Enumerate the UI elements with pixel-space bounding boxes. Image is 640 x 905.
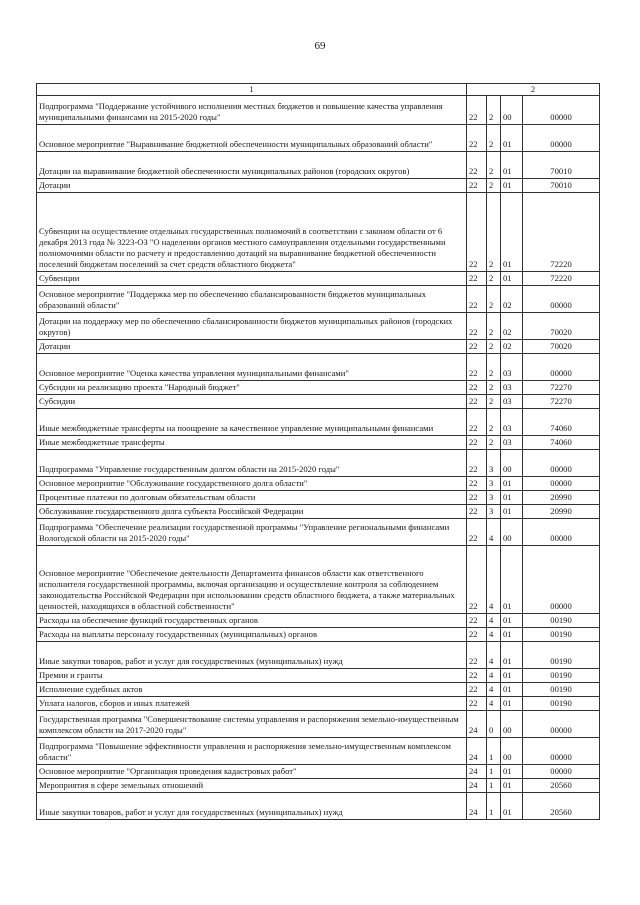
row-code-c-cell: 03 [501,436,523,450]
row-code-a-cell: 22 [467,546,487,614]
row-code-b-cell: 4 [487,519,501,546]
row-code-d-cell: 00190 [523,628,600,642]
row-code-b-cell: 3 [487,477,501,491]
row-code-c-cell: 01 [501,697,523,711]
row-code-c-cell: 03 [501,381,523,395]
row-code-a-cell: 22 [467,505,487,519]
table-row [37,738,600,765]
row-name-cell: Дотации [37,179,467,193]
row-code-b-cell: 4 [487,683,501,697]
row-code-b-cell: 2 [487,272,501,286]
row-code-c-cell: 01 [501,193,523,272]
row-code-d-cell: 70010 [523,179,600,193]
row-code-c-cell: 01 [501,779,523,793]
row-code-c-cell: 00 [501,519,523,546]
row-name-cell: Дотации на выравнивание бюджетной обеспеченности муниципальных районов (городских округов) [37,152,467,179]
table-row [37,642,600,669]
row-code-c-cell: 02 [501,340,523,354]
row-code-d-cell: 72270 [523,395,600,409]
row-code-d-cell: 00000 [523,96,600,125]
row-code-c-cell: 00 [501,711,523,738]
row-name-cell: Процентные платежи по долговым обязательствам области [37,491,467,505]
row-code-c-cell: 01 [501,272,523,286]
row-code-b-cell: 2 [487,193,501,272]
table-row [37,179,600,193]
row-name-cell: Основное мероприятие "Оценка качества управления муниципальными финансами" [37,354,467,381]
table-row [37,436,600,450]
table-row [37,546,600,614]
row-code-b-cell: 4 [487,642,501,669]
row-code-a-cell: 24 [467,711,487,738]
row-code-c-cell: 02 [501,286,523,313]
row-code-a-cell: 22 [467,125,487,152]
row-code-a-cell: 22 [467,272,487,286]
row-code-d-cell: 00000 [523,450,600,477]
row-name-cell: Основное мероприятие "Поддержка мер по обеспечению сбалансированности бюджетов муниципальных образований области" [37,286,467,313]
row-code-a-cell: 22 [467,152,487,179]
row-code-a-cell: 22 [467,409,487,436]
row-code-c-cell: 01 [501,152,523,179]
row-code-d-cell: 72220 [523,272,600,286]
table-row [37,793,600,820]
row-code-c-cell: 01 [501,628,523,642]
row-code-a-cell: 22 [467,96,487,125]
row-name-cell: Иные межбюджетные трансферты [37,436,467,450]
row-code-a-cell: 22 [467,628,487,642]
row-code-b-cell: 2 [487,96,501,125]
row-code-b-cell: 0 [487,711,501,738]
row-code-b-cell: 4 [487,546,501,614]
row-name-cell: Основное мероприятие "Обеспечение деятельности Департамента финансов области как ответственного исполнителя государственной программы, включая организацию и осуществление контроля за соблюдением законодательства Российской Федерации при использовании средств областного бюджета, а также материальных ценностей, находящихся в областной собственности" [37,546,467,614]
row-code-d-cell: 20560 [523,793,600,820]
row-code-d-cell: 00000 [523,519,600,546]
row-code-c-cell: 01 [501,642,523,669]
row-code-d-cell: 00190 [523,683,600,697]
row-code-a-cell: 22 [467,477,487,491]
row-code-c-cell: 01 [501,491,523,505]
row-code-b-cell: 1 [487,765,501,779]
row-code-b-cell: 1 [487,793,501,820]
table-row [37,697,600,711]
row-code-c-cell: 03 [501,354,523,381]
row-code-a-cell: 22 [467,491,487,505]
row-code-a-cell: 22 [467,669,487,683]
row-code-b-cell: 2 [487,152,501,179]
row-code-b-cell: 2 [487,395,501,409]
row-code-a-cell: 24 [467,738,487,765]
table-row [37,711,600,738]
page-number: 69 [314,40,326,52]
row-code-b-cell: 1 [487,779,501,793]
header-col-2: 2 [467,84,600,96]
row-code-c-cell: 03 [501,409,523,436]
row-code-c-cell: 01 [501,546,523,614]
row-code-d-cell: 00190 [523,697,600,711]
row-name-cell: Основное мероприятие "Обслуживание государственного долга области" [37,477,467,491]
row-code-a-cell: 24 [467,779,487,793]
row-name-cell: Субсидии [37,395,467,409]
row-code-d-cell: 00000 [523,738,600,765]
row-code-d-cell: 72270 [523,381,600,395]
row-name-cell: Государственная программа "Совершенствование системы управления и распоряжения земельно-имущественным комплексом области на 2017-2020 годы" [37,711,467,738]
row-code-b-cell: 2 [487,340,501,354]
row-code-b-cell: 2 [487,313,501,340]
row-code-c-cell: 01 [501,669,523,683]
row-name-cell: Субвенции [37,272,467,286]
row-code-d-cell: 20990 [523,505,600,519]
row-name-cell: Премии и гранты [37,669,467,683]
row-name-cell: Дотации [37,340,467,354]
row-code-a-cell: 22 [467,313,487,340]
table-row [37,491,600,505]
row-name-cell: Подпрограмма "Управление государственным долгом области на 2015-2020 годы" [37,450,467,477]
row-code-d-cell: 70020 [523,340,600,354]
row-name-cell: Дотации на поддержку мер по обеспечению сбалансированности бюджетов муниципальных районов (городских округов) [37,313,467,340]
row-name-cell: Подпрограмма "Поддержание устойчивого исполнения местных бюджетов и повышение качества управления муниципальными финансами на 2015-2020 годы" [37,96,467,125]
row-code-a-cell: 22 [467,395,487,409]
table-row [37,683,600,697]
row-code-c-cell: 01 [501,125,523,152]
row-code-a-cell: 24 [467,765,487,779]
row-code-b-cell: 4 [487,628,501,642]
row-code-c-cell: 02 [501,313,523,340]
row-code-d-cell: 70020 [523,313,600,340]
row-code-c-cell: 00 [501,450,523,477]
row-name-cell: Расходы на выплаты персоналу государственных (муниципальных) органов [37,628,467,642]
row-code-a-cell: 22 [467,179,487,193]
row-code-a-cell: 22 [467,193,487,272]
row-code-d-cell: 00000 [523,125,600,152]
row-name-cell: Иные закупки товаров, работ и услуг для государственных (муниципальных) нужд [37,793,467,820]
table-row [37,477,600,491]
row-code-d-cell: 74060 [523,409,600,436]
row-code-b-cell: 4 [487,669,501,683]
row-code-b-cell: 2 [487,381,501,395]
table-row [37,669,600,683]
row-code-d-cell: 00000 [523,546,600,614]
budget-table [36,83,600,820]
table-row [37,193,600,272]
row-code-c-cell: 01 [501,793,523,820]
row-code-d-cell: 70010 [523,152,600,179]
table-row [37,519,600,546]
table-row [37,779,600,793]
table-row [37,272,600,286]
row-code-b-cell: 4 [487,697,501,711]
row-code-b-cell: 4 [487,614,501,628]
row-name-cell: Расходы на обеспечение функций государственных органов [37,614,467,628]
row-code-a-cell: 24 [467,793,487,820]
row-name-cell: Иные межбюджетные трансферты на поощрение за качественное управление муниципальными финансами [37,409,467,436]
row-code-d-cell: 20990 [523,491,600,505]
row-name-cell: Мероприятия в сфере земельных отношений [37,779,467,793]
row-code-a-cell: 22 [467,436,487,450]
row-code-b-cell: 2 [487,125,501,152]
row-code-a-cell: 22 [467,683,487,697]
row-code-d-cell: 00190 [523,669,600,683]
row-name-cell: Подпрограмма "Повышение эффективности управления и распоряжения земельно-имущественным комплексом области" [37,738,467,765]
row-code-a-cell: 22 [467,340,487,354]
row-code-b-cell: 2 [487,409,501,436]
table-row [37,505,600,519]
table-row [37,125,600,152]
table-row [37,765,600,779]
row-code-d-cell: 00190 [523,614,600,628]
row-code-b-cell: 1 [487,738,501,765]
row-code-c-cell: 01 [501,505,523,519]
table-row [37,409,600,436]
row-code-a-cell: 22 [467,354,487,381]
table-row [37,340,600,354]
row-code-a-cell: 22 [467,519,487,546]
row-code-c-cell: 01 [501,477,523,491]
row-code-b-cell: 3 [487,450,501,477]
table-row [37,381,600,395]
row-code-d-cell: 72220 [523,193,600,272]
row-code-b-cell: 3 [487,505,501,519]
row-code-a-cell: 22 [467,381,487,395]
row-code-b-cell: 3 [487,491,501,505]
table-row [37,614,600,628]
row-code-d-cell: 00000 [523,477,600,491]
row-code-b-cell: 2 [487,354,501,381]
row-code-c-cell: 01 [501,614,523,628]
row-code-a-cell: 22 [467,697,487,711]
row-code-a-cell: 22 [467,286,487,313]
row-code-b-cell: 2 [487,286,501,313]
table-row [37,354,600,381]
row-code-d-cell: 00000 [523,711,600,738]
row-code-d-cell: 00190 [523,642,600,669]
row-code-d-cell: 00000 [523,286,600,313]
row-code-d-cell: 00000 [523,765,600,779]
row-name-cell: Субсидии на реализацию проекта "Народный бюджет" [37,381,467,395]
row-name-cell: Основное мероприятие "Организация проведения кадастровых работ" [37,765,467,779]
row-code-a-cell: 22 [467,642,487,669]
row-code-c-cell: 03 [501,395,523,409]
row-code-c-cell: 01 [501,179,523,193]
row-name-cell: Обслуживание государственного долга субъекта Российской Федерации [37,505,467,519]
row-code-b-cell: 2 [487,436,501,450]
table-row [37,628,600,642]
row-name-cell: Основное мероприятие "Выравнивание бюджетной обеспеченности муниципальных образований области" [37,125,467,152]
row-name-cell: Субвенции на осуществление отдельных государственных полномочий в соответствии с законом области от 6 декабря 2013 года № 3223-ОЗ "О наделении органов местного самоуправления отдельными государственными полномочиями области по расчету и предоставлению дотаций на выравнивание бюджетной обеспеченности поселений бюджетам поселений за счет средств областного бюджета" [37,193,467,272]
row-code-b-cell: 2 [487,179,501,193]
table-row [37,286,600,313]
table-row [37,395,600,409]
table-row [37,313,600,340]
header-col-1: 1 [37,84,467,96]
table-row [37,450,600,477]
table-row [37,152,600,179]
row-code-d-cell: 00000 [523,354,600,381]
row-code-c-cell: 01 [501,683,523,697]
row-code-d-cell: 20560 [523,779,600,793]
row-name-cell: Исполнение судебных актов [37,683,467,697]
row-code-a-cell: 22 [467,450,487,477]
table-header-row [37,84,600,96]
table-row [37,96,600,125]
row-code-c-cell: 00 [501,96,523,125]
row-name-cell: Иные закупки товаров, работ и услуг для государственных (муниципальных) нужд [37,642,467,669]
row-code-c-cell: 01 [501,765,523,779]
row-code-c-cell: 00 [501,738,523,765]
row-name-cell: Уплата налогов, сборов и иных платежей [37,697,467,711]
row-name-cell: Подпрограмма "Обеспечение реализации государственной программы "Управление региональными финансами Вологодской области на 2015-2020 годы" [37,519,467,546]
row-code-d-cell: 74060 [523,436,600,450]
row-code-a-cell: 22 [467,614,487,628]
